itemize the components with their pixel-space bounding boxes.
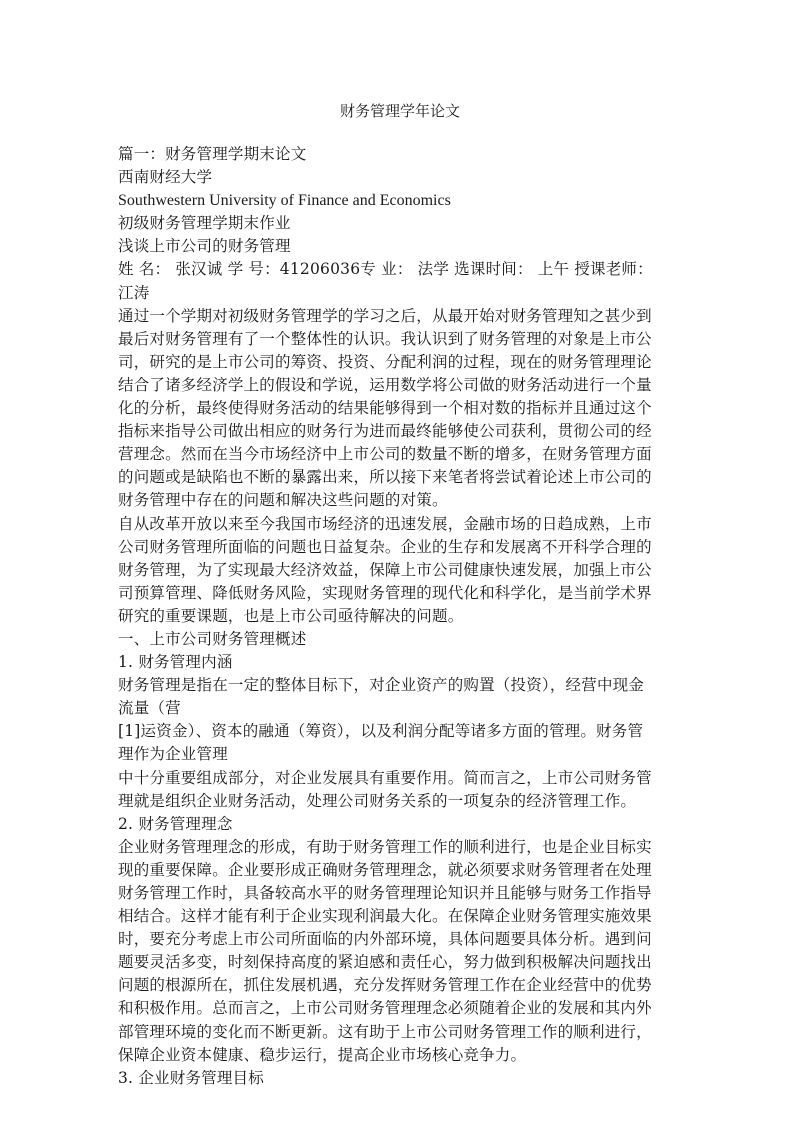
text-line: 现的重要保障。企业要形成正确财务管理理念，就必须要求财务管理者在处理 — [118, 860, 652, 879]
text-line: [1]运资金）、资本的融通（筹资），以及利润分配等诸多方面的管理。财务管 — [118, 722, 644, 741]
text-line: 营理念。然而在当今市场经济中上市公司的数量不断的增多，在财务管理方面 — [118, 445, 652, 464]
text-line: 财务管理工作时，具备较高水平的财务管理理论知识并且能够与财务工作指导 — [118, 884, 652, 902]
document-body — [118, 143, 670, 1090]
text-line: 司预算管理、降低财务风险，实现财务管理的现代化和科学化，是当前学术界 — [118, 583, 652, 602]
text-line: 浅谈上市公司的财务管理 — [118, 237, 291, 256]
text-line: 姓 名： 张汉诚 学 号：41206036专 业： 法学 选课时间： 上午 授课老师： — [118, 260, 653, 279]
text-line: 司，研究的是上市公司的筹资、投资、分配利润的过程，现在的财务管理理论 — [118, 352, 652, 371]
text-line: 结合了诸多经济学上的假设和学说，运用数学将公司做的财务活动进行一个量 — [118, 375, 652, 394]
text-line: 相结合。这样才能有利于企业实现利润最大化。在保障企业财务管理实施效果 — [118, 907, 652, 926]
text-line: 化的分析，最终使得财务活动的结果能够得到一个相对数的指标并且通过这个 — [118, 399, 652, 418]
document-title: 财务管理学年论文 — [339, 102, 460, 120]
text-line: 的问题或是缺陷也不断的暴露出来，所以接下来笔者将尝试着论述上市公司的 — [118, 468, 652, 487]
text-line: 自从改革开放以来至今我国市场经济的迅速发展，金融市场的日趋成熟，上市 — [118, 514, 652, 533]
text-line: 研究的重要课题，也是上市公司亟待解决的问题。 — [118, 606, 464, 625]
text-line: 题要灵活多变，时刻保持高度的紧迫感和责任心，努力做到积极解决问题找出 — [118, 953, 652, 972]
text-line: 西南财经大学 — [118, 168, 213, 187]
text-line: 篇一：财务管理学期末论文 — [118, 145, 307, 163]
text-line: 公司财务管理所面临的问题也日益复杂。企业的生存和发展离不开科学合理的 — [118, 537, 652, 556]
text-line: 流量（营 — [118, 699, 181, 718]
text-line: 通过一个学期对初级财务管理学的学习之后，从最开始对财务管理知之甚少到 — [118, 306, 652, 325]
text-line: 指标来指导公司做出相应的财务行为进而最终能够使公司获利，贯彻公司的经 — [118, 422, 652, 441]
text-line: 江涛 — [118, 283, 150, 302]
text-line: 理就是组织企业财务活动，处理公司财务关系的一项复杂的经济管理工作。 — [118, 791, 637, 810]
text-line: 1. 财务管理内涵 — [118, 653, 233, 672]
text-line: 时，要充分考虑上市公司所面临的内外部环境，具体问题要具体分析。遇到问 — [118, 930, 652, 949]
text-line: 理作为企业管理 — [118, 745, 228, 764]
text-line: 财务管理中存在的问题和解决这些问题的对策。 — [118, 491, 448, 510]
text-line: 中十分重要组成部分，对企业发展具有重要作用。简而言之，上市公司财务管 — [118, 768, 652, 787]
text-line: 一、上市公司财务管理概述 — [118, 629, 307, 648]
text-line: 部管理环境的变化而不断更新。这有助于上市公司财务管理工作的顺利进行， — [118, 1022, 652, 1041]
text-line: 最后对财务管理有了一个整体性的认识。我认识到了财务管理的对象是上市公 — [118, 329, 652, 348]
text-line: 初级财务管理学期末作业 — [118, 214, 291, 233]
text-line: 和积极作用。总而言之，上市公司财务管理理念必须随着企业的发展和其内外 — [118, 999, 652, 1018]
text-line: 财务管理是指在一定的整体目标下，对企业资产的购置（投资），经营中现金 — [118, 676, 645, 695]
text-line: 问题的根源所在，抓住发展机遇，充分发挥财务管理工作在企业经营中的优势 — [118, 976, 652, 995]
text-line: 企业财务管理理念的形成，有助于财务管理工作的顺利进行，也是企业目标实 — [118, 837, 652, 856]
text-line: 财务管理，为了实现最大经济效益，保障上市公司健康快速发展，加强上市公 — [118, 560, 652, 579]
text-line: 2. 财务管理理念 — [118, 814, 233, 833]
text-line: 保障企业资本健康、稳步运行，提高企业市场核心竞争力。 — [118, 1045, 527, 1064]
text-line: Southwestern University of Finance and Economics — [118, 192, 451, 210]
text-line: 3. 企业财务管理目标 — [118, 1068, 264, 1087]
